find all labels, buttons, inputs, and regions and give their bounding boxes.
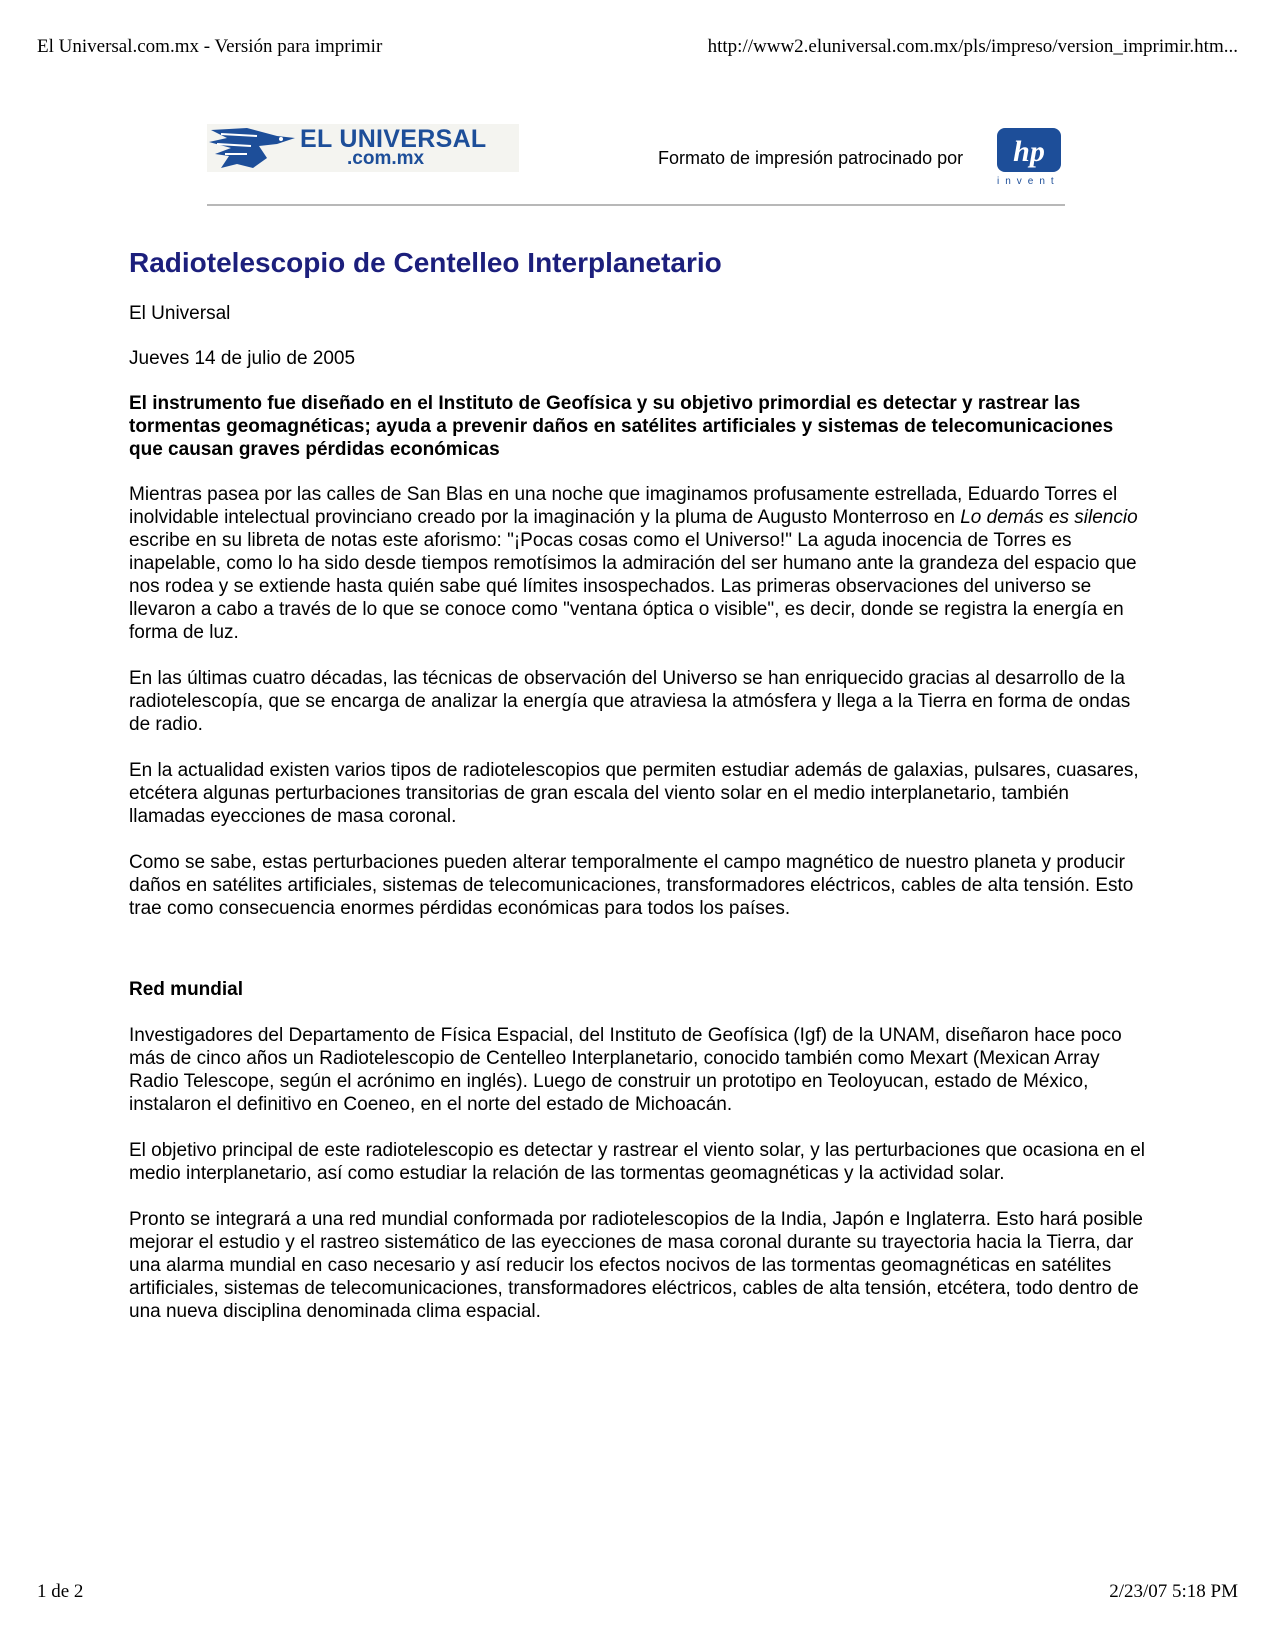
article-paragraph: En la actualidad existen varios tipos de radiotelescopios que permiten estudiar además de galaxias, pulsares, cuasares, etcétera algunas perturbaciones transitorias de gran escala del viento solar en el medio interplanetario, también llamadas eyecciones de masa coronal. [129, 760, 1139, 827]
article-date: Jueves 14 de julio de 2005 [129, 348, 356, 369]
article-paragraph: Como se sabe, estas perturbaciones pueden alterar temporalmente el campo magnético de nuestro planeta y producir daños en satélites artificiales, sistemas de telecomunicaciones, transformadores eléctricos, cables de alta tensión. Esto trae como consecuencia enormes pérdidas económicas para todos los países. [129, 852, 1134, 919]
print-footer [37, 1581, 1238, 1607]
hp-tagline: invent [997, 176, 1060, 187]
sponsor-text: Formato de impresión patrocinado por [658, 148, 964, 168]
article-source: El Universal [129, 303, 231, 324]
article-title: Radiotelescopio de Centelleo Interplanetario [129, 247, 722, 278]
print-timestamp: 2/23/07 5:18 PM [1109, 1581, 1238, 1602]
masthead-divider [207, 204, 1065, 206]
print-url: http://www2.eluniversal.com.mx/pls/impreso/version_imprimir.htm... [707, 36, 1238, 57]
eagle-icon [207, 124, 299, 172]
print-page-title: El Universal.com.mx - Versión para imprimir [37, 36, 383, 57]
logo-name: EL UNIVERSAL [300, 125, 487, 153]
el-universal-logo[interactable] [207, 124, 519, 172]
article-paragraph: Pronto se integrará a una red mundial conformada por radiotelescopios de la India, Japón e Inglaterra. Esto hará posible mejorar el estudio y el rastreo sistemático de las eyecciones de masa coronal durante su trayectoria hacia la Tierra, dar una alarma mundial en caso necesario y así reducir los efectos nocivos de las tormentas geomagnéticas en satélites artificiales, sistemas de telecomunicaciones, transformadores eléctricos, cables de alta tensión, etcétera, todo dentro de una nueva disciplina denominada clima espacial. [129, 1209, 1143, 1322]
section-heading: Red mundial [129, 979, 244, 1000]
article [129, 246, 1147, 1346]
article-paragraph: Mientras pasea por las calles de San Blas en una noche que imaginamos profusamente estrellada, Eduardo Torres el inolvidable intelectual provinciano creado por la imaginación y la pluma de Augusto Monterroso en Lo demás es silencio escribe en su libreta de notas este aforismo: "¡Pocas cosas como el Universo!" La aguda inocencia de Torres es inapelable, como lo ha sido desde tiempos remotísimos la admiración del ser humano ante la grandeza del espacio que nos rodea y se extiende hasta quién sabe qué límites insospechados. Las primeras observaciones del universo se llevaron a cabo a través de lo que se conoce como "ventana óptica o visible", es decir, donde se registra la energía en forma de luz. [129, 484, 1138, 643]
book-title: Lo demás es silencio [960, 507, 1138, 528]
article-paragraph: El objetivo principal de este radiotelescopio es detectar y rastrear el viento solar, y las perturbaciones que ocasiona en el medio interplanetario, así como estudiar la relación de las tormentas geomagnéticas y la actividad solar. [129, 1140, 1146, 1184]
print-header [37, 36, 1238, 62]
article-paragraph: Investigadores del Departamento de Física Espacial, del Instituto de Geofísica (Igf) de la UNAM, diseñaron hace poco más de cinco años un Radiotelescopio de Centelleo Interplanetario, conocido también como Mexart (Mexican Array Radio Telescope, según el acrónimo en inglés). Luego de construir un prototipo en Teoloyucan, estado de México, instalaron el definitivo en Coeneo, en el norte del estado de Michoacán. [129, 1025, 1122, 1115]
article-lead: El instrumento fue diseñado en el Instituto de Geofísica y su objetivo primordial es detectar y rastrear las tormentas geomagnéticas; ayuda a prevenir daños en satélites artificiales y sistemas de telecomunicaciones que causan graves pérdidas económicas [129, 393, 1114, 460]
article-paragraph: En las últimas cuatro décadas, las técnicas de observación del Universo se han enriquecido gracias al desarrollo de la radiotelescopía, que se encarga de analizar la energía que atraviesa la atmósfera y llega a la Tierra en forma de ondas de radio. [129, 668, 1131, 735]
masthead [207, 124, 1059, 204]
hp-logo-text: hp [1013, 135, 1045, 168]
logo-domain: .com.mx [347, 148, 425, 169]
page-number: 1 de 2 [37, 1581, 84, 1602]
